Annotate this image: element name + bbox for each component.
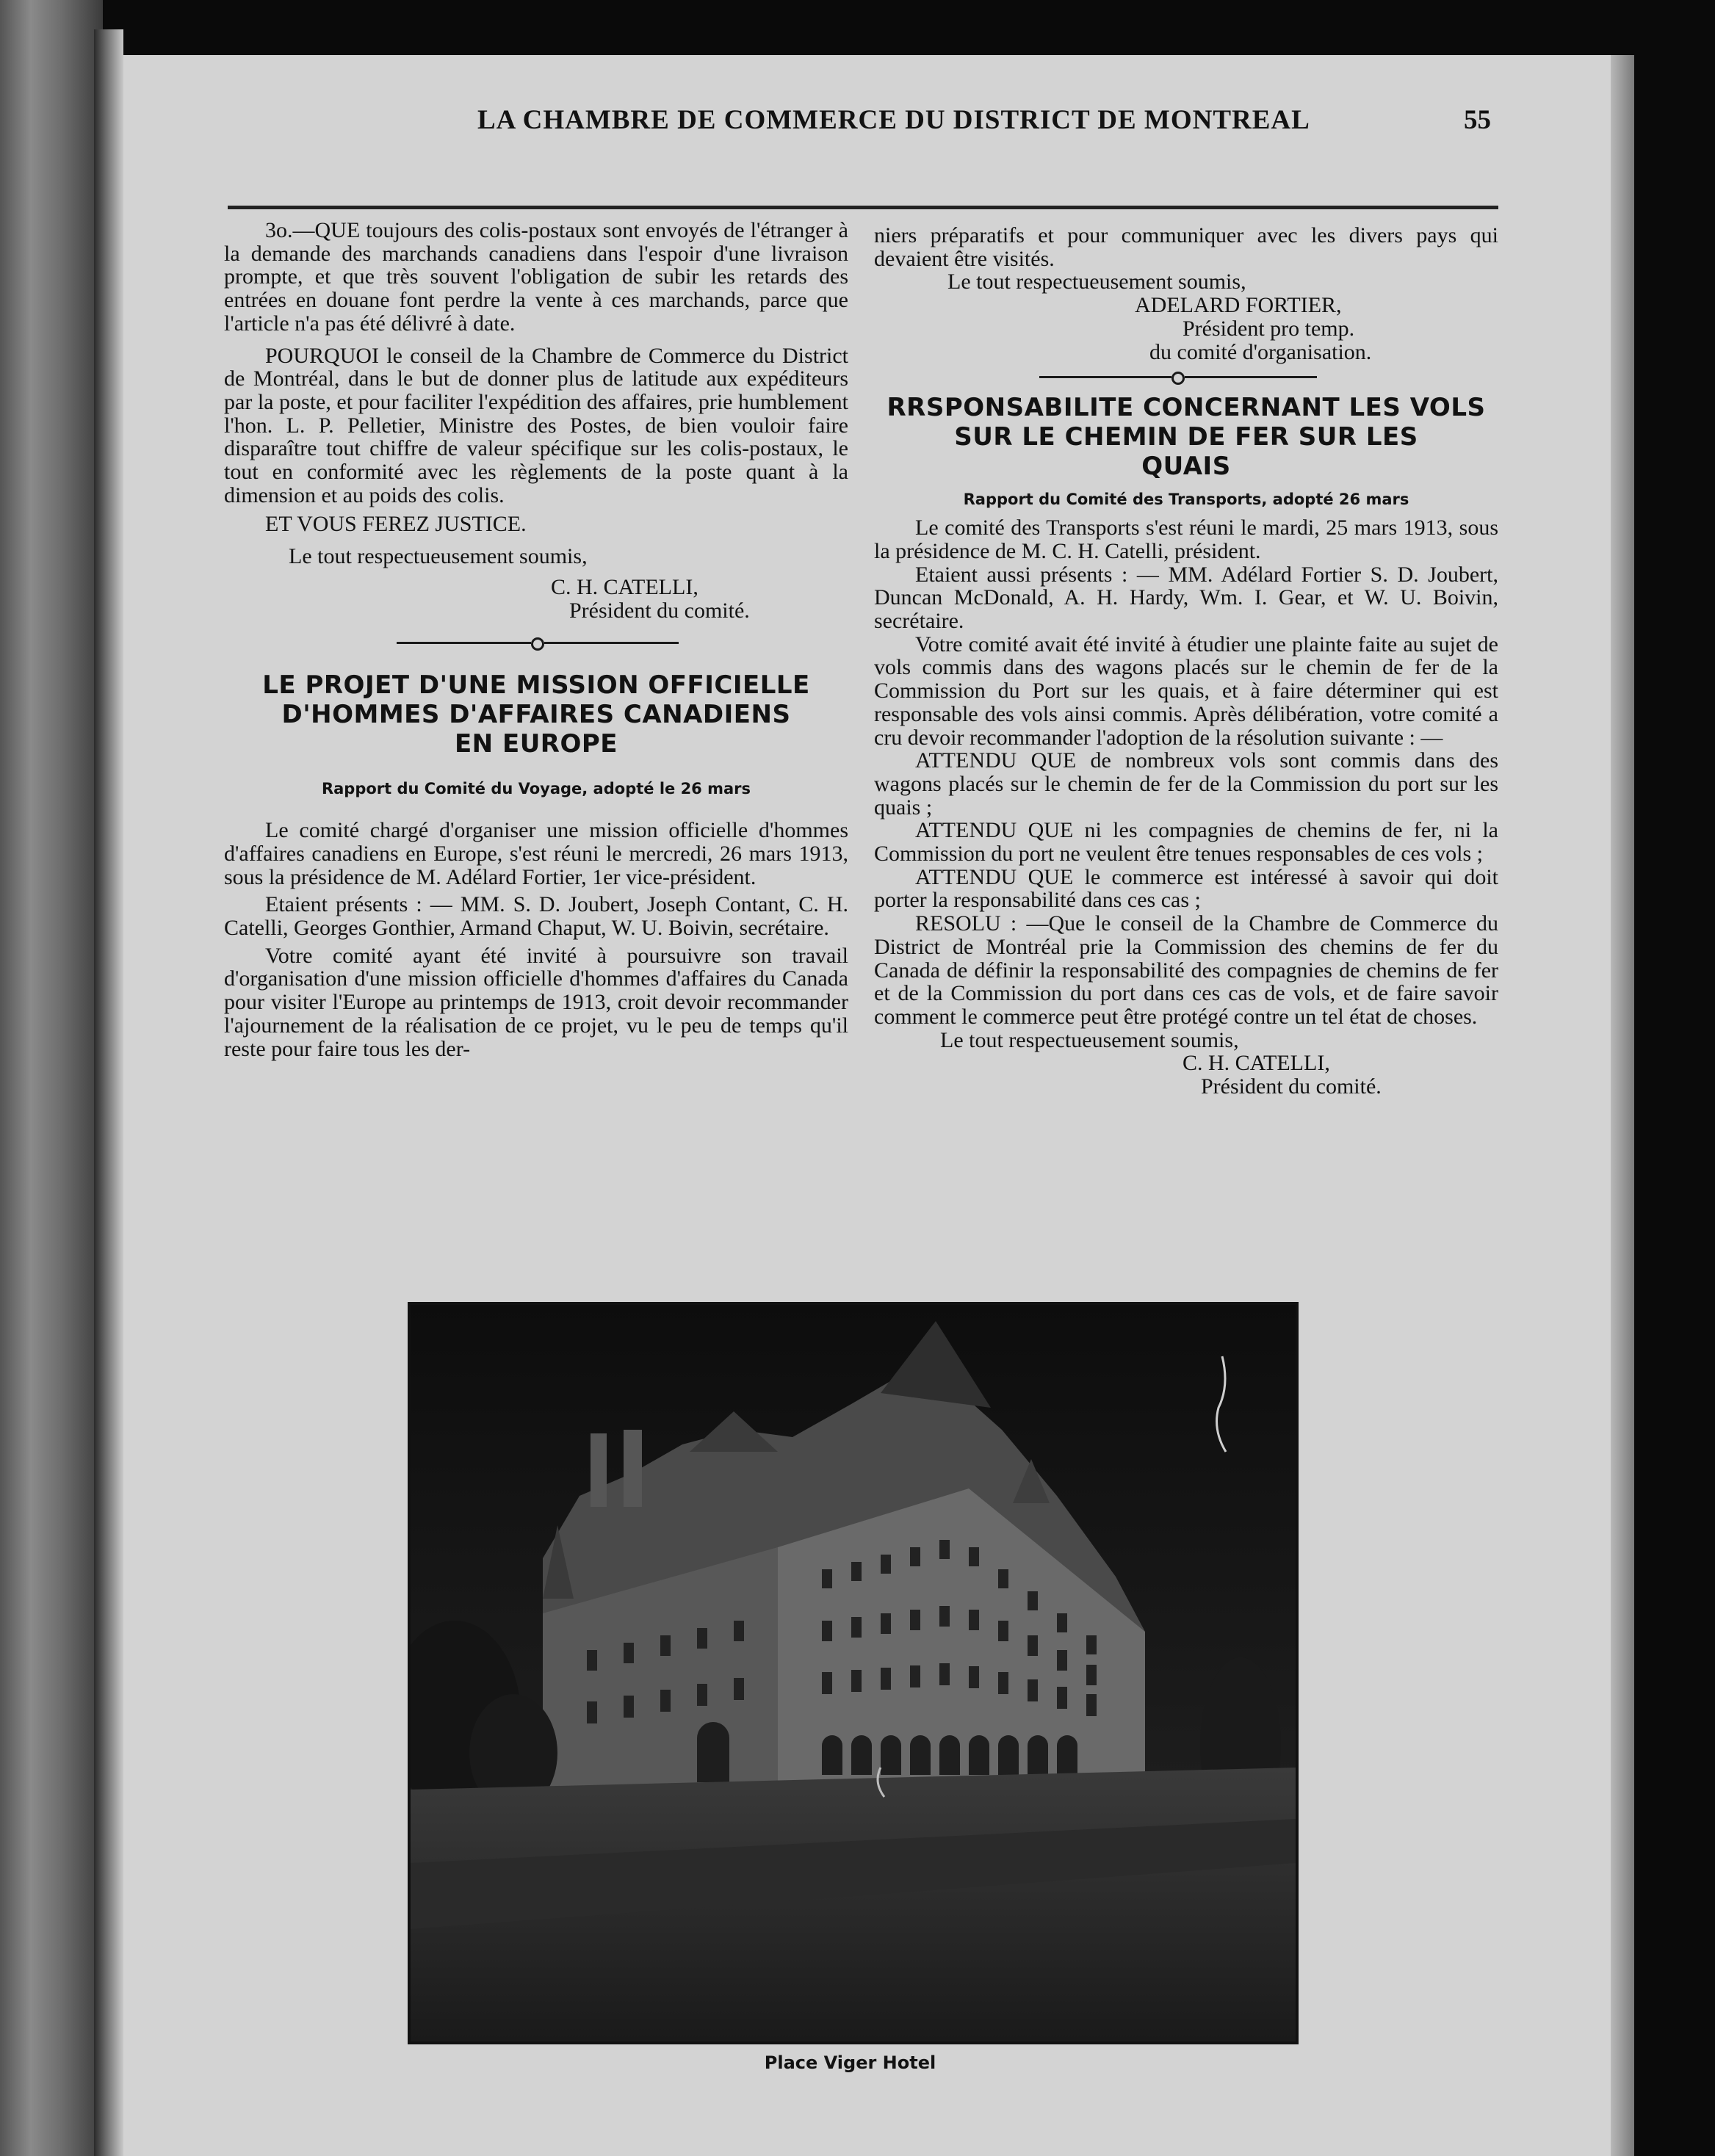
vols-title-line-3: QUAIS [1141, 452, 1231, 482]
page-header [220, 104, 1491, 148]
right-column [874, 224, 1498, 1099]
mission-paragraph-1: Le comité chargé d'organiser une mission officielle d'hommes d'affaires canadiens en Europe, s'est réuni le mercredi, 26 mars 1913, sous la présidence de M. Adélard Fortier, 1er vice-président. [224, 818, 848, 889]
mission-title-line-2: D'HOMMES D'AFFAIRES CANADIENS [281, 700, 791, 730]
running-title: LA CHAMBRE DE COMMERCE DU DISTRICT DE MONTREAL [477, 105, 1310, 135]
mission-title-line-3: EN EUROPE [454, 729, 618, 759]
vols-paragraph-3: Votre comité avait été invité à étudier une plainte faite au sujet de vols commis dans des wagons placés sur le chemin de fer de la Commission du Port sur les quais, et à faire déterminer qui est responsable des vols ainsi commis. Après délibération, votre comité a cru devoir recommander l'adoption de la résolution suivante : — [874, 632, 1498, 750]
section-divider [224, 632, 848, 654]
page-edge [1611, 55, 1634, 2156]
signature-name: C. H. CATELLI, [551, 574, 698, 599]
page-number: 55 [1464, 105, 1491, 135]
signature-title: Président du comité. [569, 598, 750, 623]
attendu-3: ATTENDU QUE le commerce est intéressé à savoir qui doit porter la responsabilité dans ces cas ; [874, 864, 1498, 913]
fortier-signature-name: ADELARD FORTIER, [1135, 293, 1342, 318]
vols-soumis-line: Le tout respectueusement soumis, [940, 1027, 1239, 1052]
scan-left-margin [0, 0, 103, 2156]
vols-article [874, 393, 1498, 1099]
mission-subtitle: Rapport du Comité du Voyage, adopté le 26 mars [321, 780, 751, 798]
mission-paragraph-3: Votre comité ayant été invité à poursuivre son travail d'organisation d'une mission officielle d'hommes d'affaires du Canada pour visiter l'Europe au printemps de 1913, croit devoir recommander l'ajournement de la réalisation de ce projet, vu le peu de temps qu'il reste pour faire tous les der- [224, 943, 848, 1061]
continuation-paragraph: niers préparatifs et pour communiquer avec les divers pays qui devaient être visités. [874, 223, 1498, 271]
vols-paragraph-1: Le comité des Transports s'est réuni le mardi, 25 mars 1913, sous la présidence de M. C. H. Catelli, président. [874, 516, 1498, 563]
paragraph-pourquoi: POURQUOI le conseil de la Chambre de Commerce du District de Montréal, dans le but de donner plus de latitude aux expéditeurs par la poste, et pour faciliter l'expédition des affaires, prie humblement l'hon. L. P. Pelletier, Ministre des Postes, de bien vouloir faire disparaître tout chiffre de valeur spécifique sur les colis-postaux, le tout en conformité avec les règlements de la poste quant à la dimension et au poids des colis. [224, 343, 848, 507]
resolu-paragraph: RESOLU : —Que le conseil de la Chambre de Commerce du District de Montréal prie la Commission des chemins de fer du Canada de définir la responsabilité des compagnies de chemins de fer et de la Commission du port dans ces cas de vols, et de faire savoir comment le commerce peut être protégé contre un tel état de choses. [874, 911, 1498, 1029]
hotel-building-illustration [411, 1305, 1296, 2041]
vols-signature-title: Président du comité. [1201, 1074, 1382, 1099]
hotel-photograph [408, 1302, 1299, 2044]
mission-paragraph-2: Etaient présents : — MM. S. D. Joubert, Joseph Contant, C. H. Catelli, Georges Gonthier, Armand Chaput, W. U. Boivin, secrétaire. [224, 892, 848, 941]
left-column [224, 219, 848, 1060]
attendu-2: ATTENDU QUE ni les compagnies de chemins de fer, ni la Commission du port ne veulent être tenues responsables de ces vols ; [874, 818, 1498, 867]
fortier-signature-title-1: Président pro temp. [1183, 316, 1355, 341]
book-spine [94, 29, 123, 2156]
header-rule [228, 206, 1498, 209]
photo-caption: Place Viger Hotel [764, 2052, 936, 2073]
vols-title-line-1: RRSPONSABILITE CONCERNANT LES VOLS [887, 393, 1486, 423]
attendu-1: ATTENDU QUE de nombreux vols sont commis dans des wagons placés sur le chemin de fer de la Commission du port sur les quais ; [874, 748, 1498, 820]
soumis-line: Le tout respectueusement soumis, [289, 544, 588, 569]
paragraph-30: 3o.—QUE toujours des colis-postaux sont envoyés de l'étranger à la demande des marchands canadiens dans l'espoir d'une livraison prompte, et que très souvent l'obligation de subir les retards des entrées en douane font perdre la vente à ces marchands, parce que l'article n'a pas été délivré à date. [224, 218, 848, 336]
vols-title-line-2: SUR LE CHEMIN DE FER SUR LES [954, 422, 1418, 452]
section-divider [874, 366, 1498, 388]
vols-paragraph-2: Etaient aussi présents : — MM. Adélard Fortier S. D. Joubert, Duncan McDonald, A. H. Hardy, Wm. I. Gear, et W. U. Boivin, secrétaire. [874, 562, 1498, 634]
fortier-soumis-line: Le tout respectueusement soumis, [947, 270, 1246, 294]
vols-subtitle: Rapport du Comité des Transports, adopté 26 mars [963, 491, 1409, 509]
mission-title-line-1: LE PROJET D'UNE MISSION OFFICIELLE [262, 670, 810, 701]
fortier-signature-title-2: du comité d'organisation. [1149, 339, 1372, 364]
vols-signature-name: C. H. CATELLI, [1183, 1051, 1330, 1076]
mission-article [224, 670, 848, 1060]
justice-line: ET VOUS FEREZ JUSTICE. [265, 512, 527, 537]
